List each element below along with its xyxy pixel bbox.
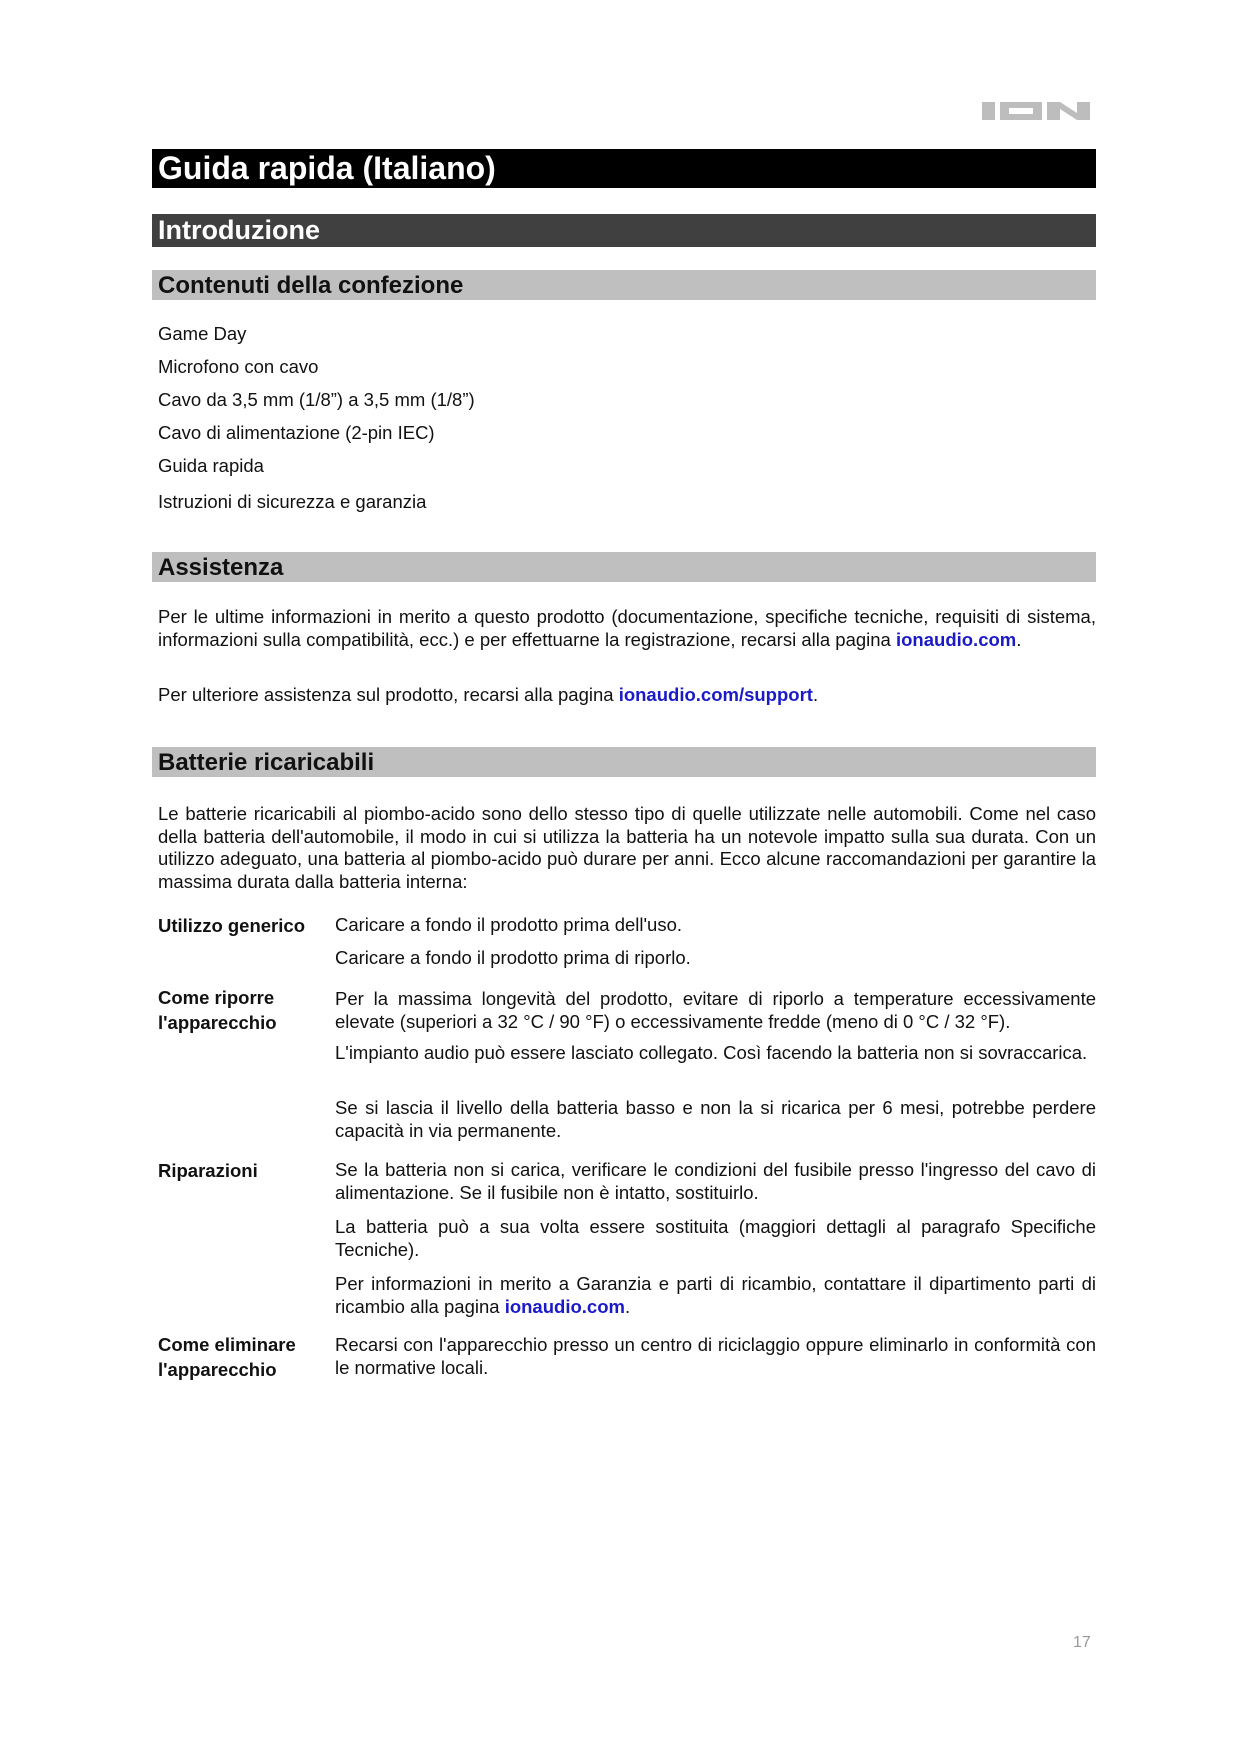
storage-label-line-1: Come riporre xyxy=(158,987,275,1008)
page-number: 17 xyxy=(1073,1634,1091,1651)
page-title: Guida rapida (Italiano) xyxy=(152,149,1096,188)
disposal-label-line-2: l'apparecchio xyxy=(158,1359,277,1380)
storage-text-2: L'impianto audio può essere lasciato collegato. Così facendo la batteria non si sovraccarica. xyxy=(335,1042,1088,1063)
support-text-end: . xyxy=(1016,628,1022,650)
ion-logo-mark xyxy=(982,100,1092,122)
list-item: Guida rapida xyxy=(158,455,264,476)
support-text: Per le ultime informazioni in merito a questo prodotto (documentazione, specifiche tecniche, requisiti di sistema, informazioni sulla compatibilità, ecc.) e per effettuarne la registrazione, recarsi alla pagina xyxy=(158,606,1096,650)
repair-text-1: Se la batteria non si carica, verificare le condizioni del fusibile presso l'ingresso del cavo di alimentazione. Se il fusibile non è intatto, sostituirlo. xyxy=(335,1159,1096,1203)
storage-text-3: Se si lascia il livello della batteria basso e non la si ricarica per 6 mesi, potrebbe perdere capacità in via permanente. xyxy=(335,1097,1096,1141)
ionaudio-link[interactable]: ionaudio.com xyxy=(504,1295,625,1317)
support-heading: Assistenza xyxy=(152,552,1096,582)
list-item: Game Day xyxy=(158,323,247,344)
contents-heading: Contenuti della confezione xyxy=(152,270,1096,300)
storage-label-line-2: l'apparecchio xyxy=(158,1012,277,1033)
support-text-end: . xyxy=(812,684,819,705)
support-paragraph-2 xyxy=(158,684,1096,707)
list-item: Microfono con cavo xyxy=(158,356,319,377)
storage-text-1: Per la massima longevità del prodotto, evitare di riporlo a temperature eccessivamente elevate (superiori a 32 °C / 90 °F) o eccessivamente fredde (meno di 0 °C / 32 °F). xyxy=(335,988,1096,1032)
general-use-label: Utilizzo generico xyxy=(158,915,305,936)
storage-label xyxy=(158,985,323,1035)
list-item: Cavo da 3,5 mm (1/8”) a 3,5 mm (1/8”) xyxy=(158,389,475,410)
disposal-text-1: Recarsi con l'apparecchio presso un centro di riciclaggio oppure eliminarlo in conformità con le normative locali. xyxy=(335,1334,1096,1378)
support-paragraph-1 xyxy=(158,606,1096,651)
ion-logo xyxy=(982,100,1092,122)
general-use-text-1: Caricare a fondo il prodotto prima dell'uso. xyxy=(335,914,682,935)
repair-text-end: . xyxy=(624,1295,631,1317)
disposal-label xyxy=(158,1332,323,1382)
ionaudio-support-link[interactable]: ionaudio.com/support xyxy=(618,684,813,705)
repair-label: Riparazioni xyxy=(158,1160,258,1181)
list-item: Cavo di alimentazione (2-pin IEC) xyxy=(158,422,435,443)
support-text: Per ulteriore assistenza sul prodotto, recarsi alla pagina xyxy=(158,684,619,705)
general-use-text-2: Caricare a fondo il prodotto prima di riporlo. xyxy=(335,947,691,968)
repair-text-3 xyxy=(335,1273,1096,1318)
batteries-intro: Le batterie ricaricabili al piombo-acido sono dello stesso tipo di quelle utilizzate nelle automobili. Come nel caso della batteria dell'automobile, il modo in cui si utilizza la batteria ha un notevole impatto sulla sua durata. Con un utilizzo adeguato, una batteria al piombo-acido può durare per anni. Ecco alcune raccomandazioni per garantire la massima durata dalla batteria interna: xyxy=(158,803,1096,892)
list-item: Istruzioni di sicurezza e garanzia xyxy=(158,491,427,512)
repair-text-2: La batteria può a sua volta essere sostituita (maggiori dettagli al paragrafo Specifiche Tecniche). xyxy=(335,1216,1096,1260)
repair-text: Per informazioni in merito a Garanzia e parti di ricambio, contattare il dipartimento parti di ricambio alla pagina xyxy=(335,1273,1096,1317)
disposal-label-line-1: Come eliminare xyxy=(158,1334,296,1355)
ionaudio-link[interactable]: ionaudio.com xyxy=(895,628,1017,650)
intro-heading: Introduzione xyxy=(152,214,1096,247)
batteries-heading: Batterie ricaricabili xyxy=(152,747,1096,777)
